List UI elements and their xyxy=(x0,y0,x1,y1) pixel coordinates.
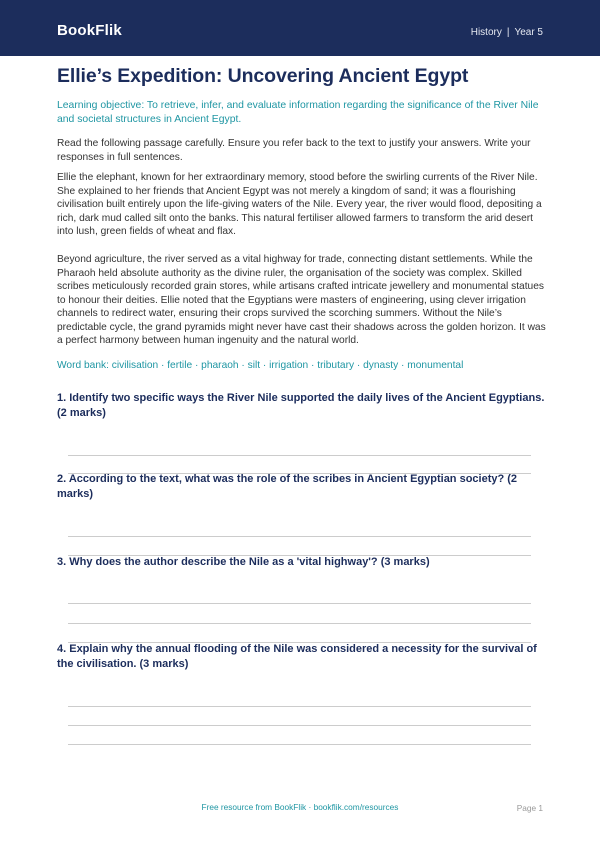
meta-separator: | xyxy=(506,27,510,38)
brand-logo-text: BookFlik xyxy=(57,22,122,39)
answer-line[interactable] xyxy=(68,706,531,707)
question-4: 4. Explain why the annual flooding of the Nile was considered a necessity for the survival of the civilisation. (3 marks) xyxy=(57,643,537,670)
answer-line[interactable] xyxy=(68,725,531,726)
answer-line[interactable] xyxy=(68,455,531,456)
question-1: 1. Identify two specific ways the River Nile supported the daily lives of the Ancient Egyptians. (2 marks) xyxy=(57,392,545,419)
word-bank: Word bank: civilisation · fertile · pharaoh · silt · irrigation · tributary · dynasty · monumental xyxy=(57,360,464,371)
header-meta xyxy=(471,27,543,38)
instructions: Read the following passage carefully. Ensure you refer back to the text to justify your answers. Write your responses in full sentences. xyxy=(57,138,531,163)
answer-line[interactable] xyxy=(68,623,531,624)
answer-line[interactable] xyxy=(68,744,531,745)
footer-resource-link[interactable]: Free resource from BookFlik · bookflik.com/resources xyxy=(201,802,399,812)
passage-paragraph-1: Ellie the elephant, known for her extraordinary memory, stood before the swirling currents of the River Nile. She explained to her friends that Ancient Egypt was not merely a kingdom of sand; it was a flourishing civilisation built entirely upon the life-giving waters of the Nile. Every year, the river would flood, depositing a rich, dark mud called silt onto the banks. This natural fertiliser allowed farmers to transform the arid desert into lush, green fields of wheat and flax. xyxy=(57,172,542,237)
year-label: Year 5 xyxy=(514,27,543,38)
answer-line[interactable] xyxy=(68,536,531,537)
question-3: 3. Why does the author describe the Nile as a 'vital highway'? (3 marks) xyxy=(57,556,430,568)
passage-paragraph-2: Beyond agriculture, the river served as a vital highway for trade, connecting distant settlements. While the Pharaoh held absolute authority as the divine ruler, the organisation of the society was complex. Skilled scribes meticulously recorded grain stores, while artisans crafted intricate jewellery and monumental statues to honour their deities. Ellie noted that the Egyptians were masters of engineering, using clever irrigation channels to redirect water, ensuring their crops survived the scorching summers. Without the Nile’s predictable cycle, the grand pyramids might never have cast their shadows across the golden horizon. It was a perfect harmony between human ingenuity and the natural world. xyxy=(57,254,546,346)
page-number: Page 1 xyxy=(516,803,543,813)
question-2: 2. According to the text, what was the role of the scribes in Ancient Egyptian society? (2 marks) xyxy=(57,473,518,500)
subject-label: History xyxy=(470,27,502,38)
learning-objective: Learning objective: To retrieve, infer, and evaluate information regarding the significance of the River Nile and societal structures in Ancient Egypt. xyxy=(57,100,539,125)
answer-line[interactable] xyxy=(68,603,531,604)
worksheet-title: Ellie’s Expedition: Uncovering Ancient Egypt xyxy=(57,65,469,87)
page-header xyxy=(0,0,600,56)
